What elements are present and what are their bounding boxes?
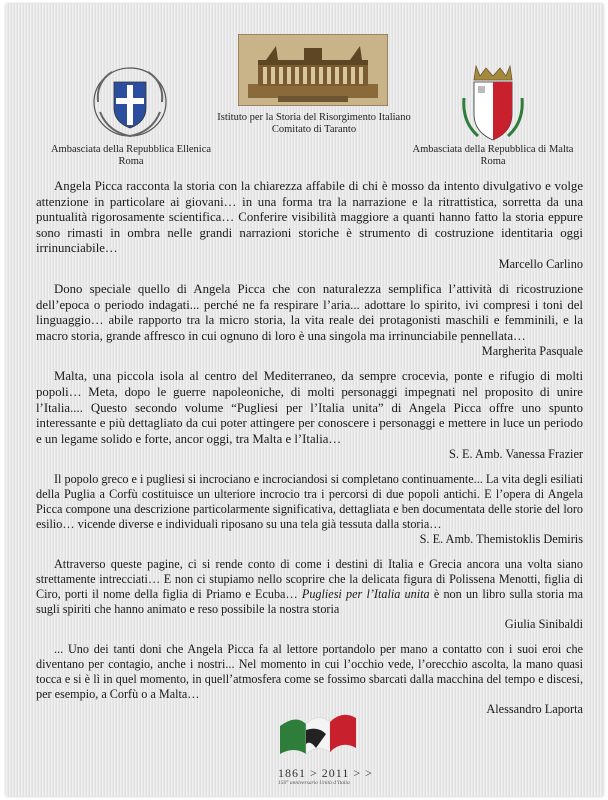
malta-emblem-icon [458, 62, 528, 146]
quote-text [36, 557, 583, 617]
quote-signature: Margherita Pasquale [481, 344, 583, 359]
quote-text: ... Uno dei tanti doni che Angela Picca fa al lettore portandolo per mano a contatto con i suoi eroi che diventano per contagio, anche i nostri... Nel momento in cui l’occhio vede, l’orecchio ascolta, la mano quasi tocca e si è lì in quel momento, in quell’atmosfera come se fossimo sbarcati dalla macchina del tempo e discesi, per esempio, a Corfù o a Malta… [36, 642, 583, 702]
unity-anniversary-logo-icon [276, 704, 360, 769]
malta-embassy-caption [398, 144, 588, 168]
monument-image [238, 34, 388, 106]
greek-embassy-caption [36, 144, 226, 168]
quote-text: Dono speciale quello di Angela Picca che con naturalezza semplifica l’attività di ricostruzione dell’epoca o periodo indagati... perché ne fa respirare l’aria... adottare lo spirito, ivi compresi i toni del linguaggio… abile rapporto tra la micro storia, la vita reale dei protagonisti maschili e femminili, e la macro storia, grande affresco in cui ognuno di loro è una singola ma irrinunciabile pennellata… [36, 281, 583, 343]
institute-caption [204, 112, 424, 136]
book-back-cover [6, 4, 603, 796]
quote-signature: Giulia Sinibaldi [504, 617, 583, 632]
quote-signature: S. E. Amb. Vanessa Frazier [449, 447, 583, 462]
quote-signature: Alessandro Laporta [486, 702, 583, 717]
caption-line: Comitato di Taranto [271, 124, 357, 135]
caption-line: Ambasciata della Repubblica Ellenica [50, 144, 212, 155]
review-quotes [36, 179, 583, 727]
book-title-italic: Pugliesi per l’Italia unita [301, 587, 430, 602]
caption-line: Istituto per la Storia del Risorgimento Italiano [217, 112, 411, 123]
greek-emblem-icon [90, 62, 170, 142]
quote-text: Malta, una piccola isola al centro del Mediterraneo, da sempre crocevia, ponte e rifugio di molti popoli… Meta, dopo le guerre napoleoniche, di molti personaggi impegnati nel proposito di unire l’Italia.... Questo secondo volume “Pugliesi per l’Italia unita” di Angela Picca offre uno spunto interessante e più dettagliato da cui poter attingere per conoscere i personaggi e mettere in luce un periodo e un legame solido e forte, ancor oggi, tra Malta e l’Italia… [36, 369, 583, 446]
caption-line: Roma [480, 156, 506, 167]
quote-signature: S. E. Amb. Themistoklis Demiris [419, 532, 583, 547]
caption-line: Roma [118, 156, 144, 167]
quote-text: Angela Picca racconta la storia con la chiarezza affabile di chi è mosso da intento divulgativo e volge attenzione in particolare ai giovani… in una forma tra la narrazione e la ritrattistica, sorretta da una puntualità rigorosamente scientifica… Conferire visibilità maggiore a quanti hanno fatto la storia eppure sono rimasti in ombra nelle grandi narrazioni storiche è strumento di costruzione identitaria oggi irrinunciabile… [36, 179, 583, 256]
anniversary-subtitle: 150° anniversario Unità d’Italia [278, 780, 350, 786]
anniversary-dates: 1861 > 2011 > > [278, 766, 373, 780]
header [6, 4, 603, 174]
quote-text-part: Attraverso queste pagine, ci si rende conto di come i destini di Italia e Grecia ancora una volta siano strettamente intrecciati… E non ci stupiamo nello scoprire che la delicata figura di Polissena Menotti, figlia di Ciro, porti il nome della figlia di Priamo e Ecuba… [36, 557, 583, 602]
caption-line: Ambasciata della Repubblica di Malta [412, 144, 574, 155]
quote-text: Il popolo greco e i pugliesi si incrociano e incrociandosi si completano continuamente... La vita degli esiliati della Puglia a Corfù costituisce un ulteriore incrocio tra i percorsi di due popoli antichi. E l’opera di Angela Picca compone una descrizione particolarmente significativa, dettagliata e ben documentata delle storie del loro esilio… vicende diverse e individuali riposano su una tela già tessuta dalla storia… [36, 472, 583, 532]
quote-text-part: è non un libro sulla storia ma sugli spiriti che hanno animato e reso possibile la nostra storia [36, 587, 583, 617]
quote-signature: Marcello Carlino [498, 256, 583, 271]
